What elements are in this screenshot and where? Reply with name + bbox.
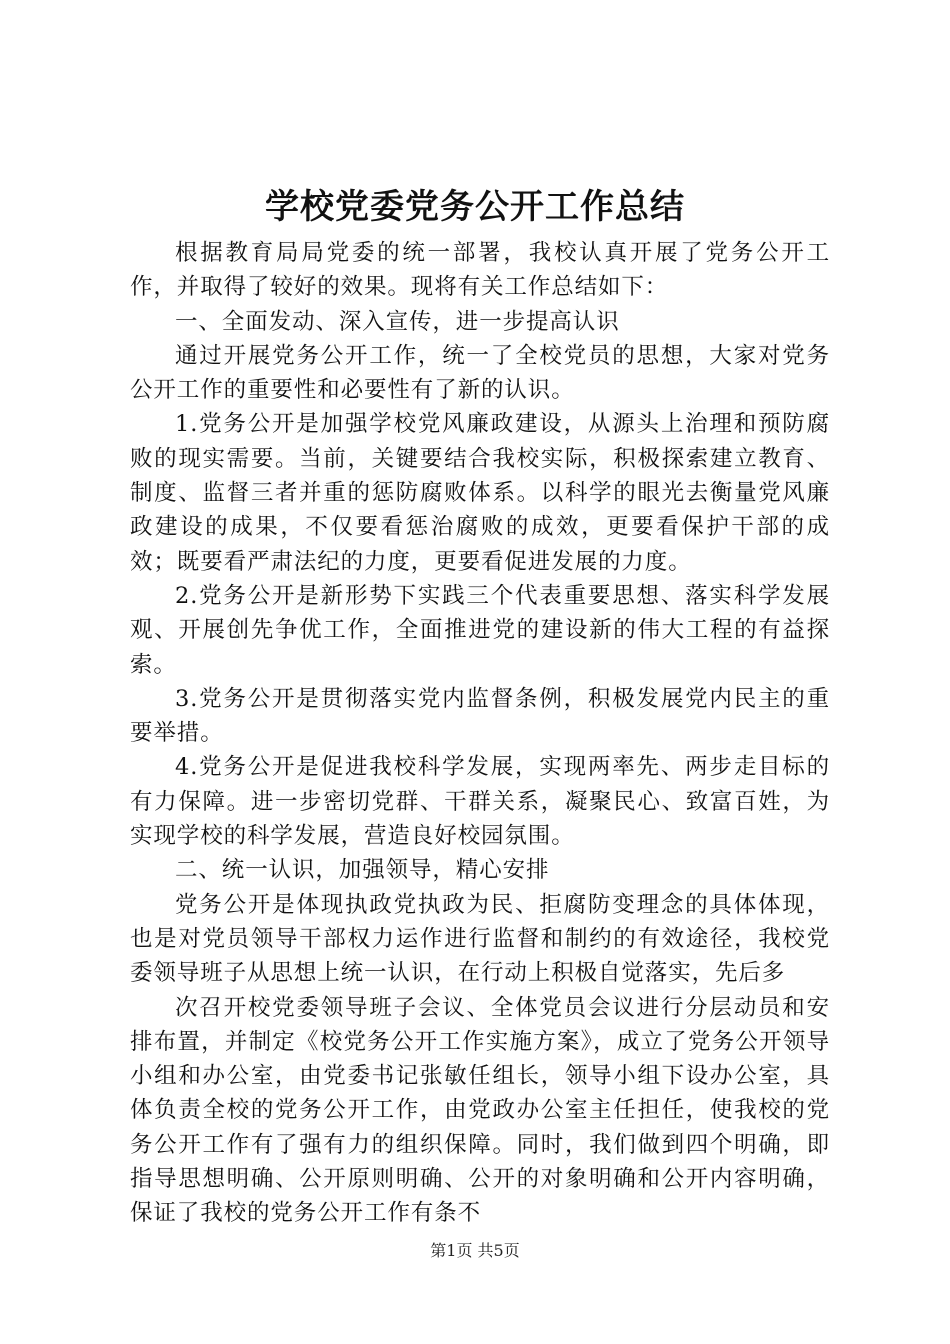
list-item-1: 1.党务公开是加强学校党风廉政建设，从源头上治理和预防腐败的现实需要。当前，关键要结合我校实际，积极探索建立教育、制度、监督三者并重的惩防腐败体系。以科学的眼光去衡量党风廉政建设的成果，不仅要看惩治腐败的成效，更要看保护干部的成效；既要看严肃法纪的力度，更要看促进发展的力度。 (130, 411, 830, 575)
page-footer: 第1页 共5页 (430, 1241, 520, 1260)
section-heading-1: 一、全面发动、深入宣传，进一步提高认识 (175, 308, 620, 335)
list-item-2: 2.党务公开是新形势下实践三个代表重要思想、落实科学发展观、开展创先争优工作，全面推进党的建设新的伟大工程的有益探索。 (130, 582, 830, 678)
document-body (130, 236, 830, 1231)
body-paragraph: 通过开展党务公开工作，统一了全校党员的思想，大家对党务公开工作的重要性和必要性有了新的认识。 (130, 342, 830, 404)
section-heading-2: 二、统一认识，加强领导，精心安排 (175, 857, 550, 884)
body-paragraph: 次召开校党委领导班子会议、全体党员会议进行分层动员和安排布置，并制定《校党务公开工作实施方案》，成立了党务公开领导小组和办公室，由党委书记张敏任组长，领导小组下设办公室，具体负责全校的党务公开工作，由党政办公室主任担任，使我校的党务公开工作有了强有力的组织保障。同时，我们做到四个明确，即指导思想明确、公开原则明确、公开的对象明确和公开内容明确，保证了我校的党务公开工作有条不 (130, 994, 830, 1227)
body-paragraph: 党务公开是体现执政党执政为民、拒腐防变理念的具体体现，也是对党员领导干部权力运作进行监督和制约的有效途径，我校党委领导班子从思想上统一认识，在行动上积极自觉落实，先后多 (130, 891, 830, 987)
document-title: 学校党委党务公开工作总结 (265, 187, 685, 227)
list-item-4: 4.党务公开是促进我校科学发展，实现两率先、两步走目标的有力保障。进一步密切党群、干群关系，凝聚民心、致富百姓，为实现学校的科学发展，营造良好校园氛围。 (130, 754, 830, 850)
intro-paragraph: 根据教育局局党委的统一部署，我校认真开展了党务公开工作，并取得了较好的效果。现将有关工作总结如下： (130, 240, 830, 301)
list-item-3: 3.党务公开是贯彻落实党内监督条例，积极发展党内民主的重要举措。 (130, 685, 830, 747)
